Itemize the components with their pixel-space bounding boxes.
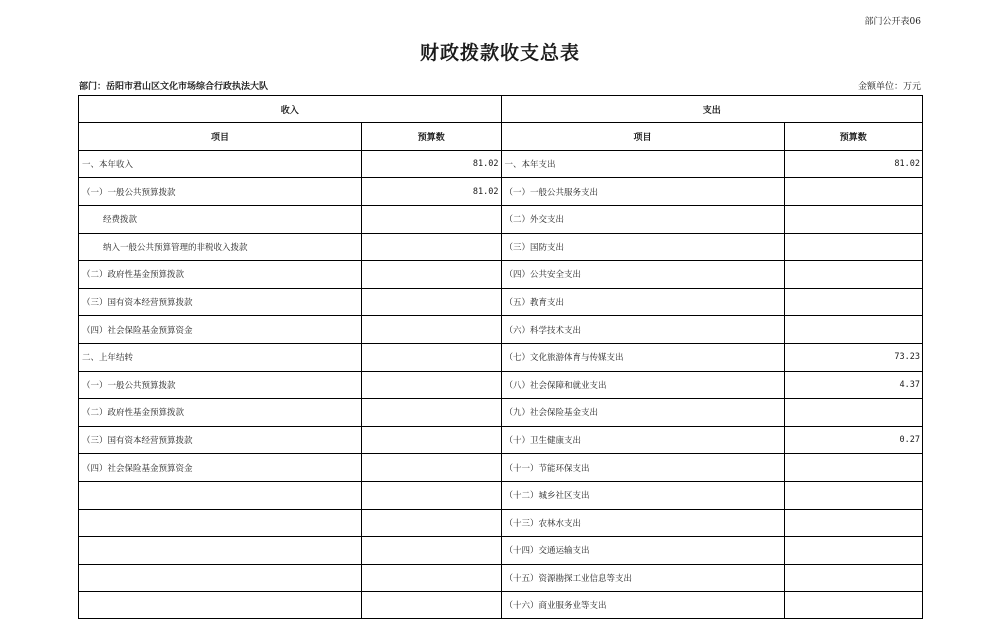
expense-section-header: 支出 [702, 105, 721, 116]
expense-item-cell: （五）教育支出 [502, 289, 785, 316]
table-column-header [78, 122, 923, 149]
income-amount-cell [362, 482, 501, 509]
income-amount-cell [362, 565, 501, 592]
table-row [78, 426, 923, 454]
income-item-cell: 二、上年结转 [79, 344, 362, 371]
expense-item-cell: （十五）资源勘探工业信息等支出 [502, 565, 785, 592]
table-row [78, 205, 923, 233]
expense-item-cell: （三）国防支出 [502, 234, 785, 261]
expense-amount-cell [785, 537, 923, 564]
income-item-cell: （一）一般公共预算拨款 [79, 178, 362, 205]
income-section-header: 收入 [280, 105, 299, 116]
table-row [78, 260, 923, 288]
income-amount-cell [362, 261, 501, 288]
expense-item-cell: （四）公共安全支出 [502, 261, 785, 288]
income-item-cell [79, 482, 362, 509]
income-amount-cell [362, 234, 501, 261]
expense-amount-cell [785, 510, 923, 537]
table-row [78, 536, 923, 564]
expense-item-cell: （十六）商业服务业等支出 [502, 592, 785, 618]
expense-amount-cell [785, 399, 923, 426]
expense-item-cell: （二）外交支出 [502, 206, 785, 233]
income-item-cell: 纳入一般公共预算管理的非税收入拨款 [79, 234, 362, 261]
income-amount-cell [362, 537, 501, 564]
expense-item-cell: （十四）交通运输支出 [502, 537, 785, 564]
income-amount-cell: 81.02 [472, 186, 499, 197]
expense-amount-cell [785, 206, 923, 233]
expense-item-cell: （六）科学技术支出 [502, 316, 785, 343]
table-row [78, 315, 923, 343]
table-row [78, 150, 923, 178]
income-budget-column-header: 预算数 [417, 133, 445, 144]
income-item-cell: （三）国有资本经营预算拨款 [79, 427, 362, 454]
expense-amount-cell: 73.23 [894, 352, 920, 363]
expense-item-cell: （十三）农林水支出 [502, 510, 785, 537]
table-row [78, 481, 923, 509]
income-item-cell [79, 565, 362, 592]
expense-item-cell: （八）社会保障和就业支出 [502, 372, 785, 399]
income-item-cell: （二）政府性基金预算拨款 [79, 399, 362, 426]
expense-item-cell: （七）文化旅游体育与传媒支出 [502, 344, 785, 371]
income-item-cell: （四）社会保险基金预算资金 [79, 316, 362, 343]
income-item-cell: 一、本年收入 [79, 151, 362, 178]
table-row [78, 509, 923, 537]
income-item-cell [79, 537, 362, 564]
expense-item-cell: （十二）城乡社区支出 [502, 482, 785, 509]
income-amount-cell [362, 427, 501, 454]
income-item-cell: （三）国有资本经营预算拨款 [79, 289, 362, 316]
expense-amount-cell [785, 261, 923, 288]
table-row [78, 177, 923, 205]
expense-item-cell: 一、本年支出 [502, 151, 785, 178]
income-item-cell: （二）政府性基金预算拨款 [79, 261, 362, 288]
income-amount-cell [362, 372, 501, 399]
expense-item-cell: （十一）节能环保支出 [502, 454, 785, 481]
expense-item-cell: （十）卫生健康支出 [502, 427, 785, 454]
income-amount-cell: 81.02 [472, 159, 499, 170]
income-item-cell: 经费拨款 [79, 206, 362, 233]
income-item-cell: （一）一般公共预算拨款 [79, 372, 362, 399]
income-item-column-header: 项目 [79, 123, 362, 149]
expense-amount-cell [785, 289, 923, 316]
table-row [78, 233, 923, 261]
form-number: 部门公开表06 [864, 17, 921, 27]
table-row [78, 288, 923, 316]
expense-amount-cell [785, 316, 923, 343]
income-amount-cell [362, 592, 501, 618]
income-amount-cell [362, 454, 501, 481]
expense-item-column-header: 项目 [502, 123, 785, 149]
income-amount-cell [362, 510, 501, 537]
income-item-cell: （四）社会保险基金预算资金 [79, 454, 362, 481]
page-title: 财政拨款收支总表 [419, 42, 580, 64]
department-label: 部门：岳阳市君山区文化市场综合行政执法大队 [79, 82, 269, 92]
expense-amount-cell [785, 482, 923, 509]
expense-amount-cell [785, 234, 923, 261]
income-item-cell [79, 510, 362, 537]
budget-table [78, 95, 923, 619]
expense-amount-cell: 4.37 [899, 379, 920, 390]
expense-amount-cell [785, 565, 923, 592]
expense-amount-cell: 0.27 [899, 435, 920, 446]
expense-amount-cell [785, 178, 923, 205]
income-amount-cell [362, 206, 501, 233]
table-row [78, 343, 923, 371]
expense-item-cell: （九）社会保险基金支出 [502, 399, 785, 426]
table-row [78, 564, 923, 592]
expense-item-cell: （一）一般公共服务支出 [502, 178, 785, 205]
unit-label: 金额单位：万元 [857, 82, 921, 92]
income-amount-cell [362, 344, 501, 371]
expense-amount-cell: 81.02 [894, 159, 920, 170]
income-amount-cell [362, 399, 501, 426]
table-row [78, 453, 923, 481]
income-item-cell [79, 592, 362, 618]
table-section-header [78, 95, 923, 122]
income-amount-cell [362, 316, 501, 343]
expense-amount-cell [785, 454, 923, 481]
table-row [78, 398, 923, 426]
income-amount-cell [362, 289, 501, 316]
expense-amount-cell [785, 592, 923, 618]
table-row [78, 371, 923, 399]
expense-budget-column-header: 预算数 [839, 133, 867, 144]
table-row [78, 591, 923, 619]
